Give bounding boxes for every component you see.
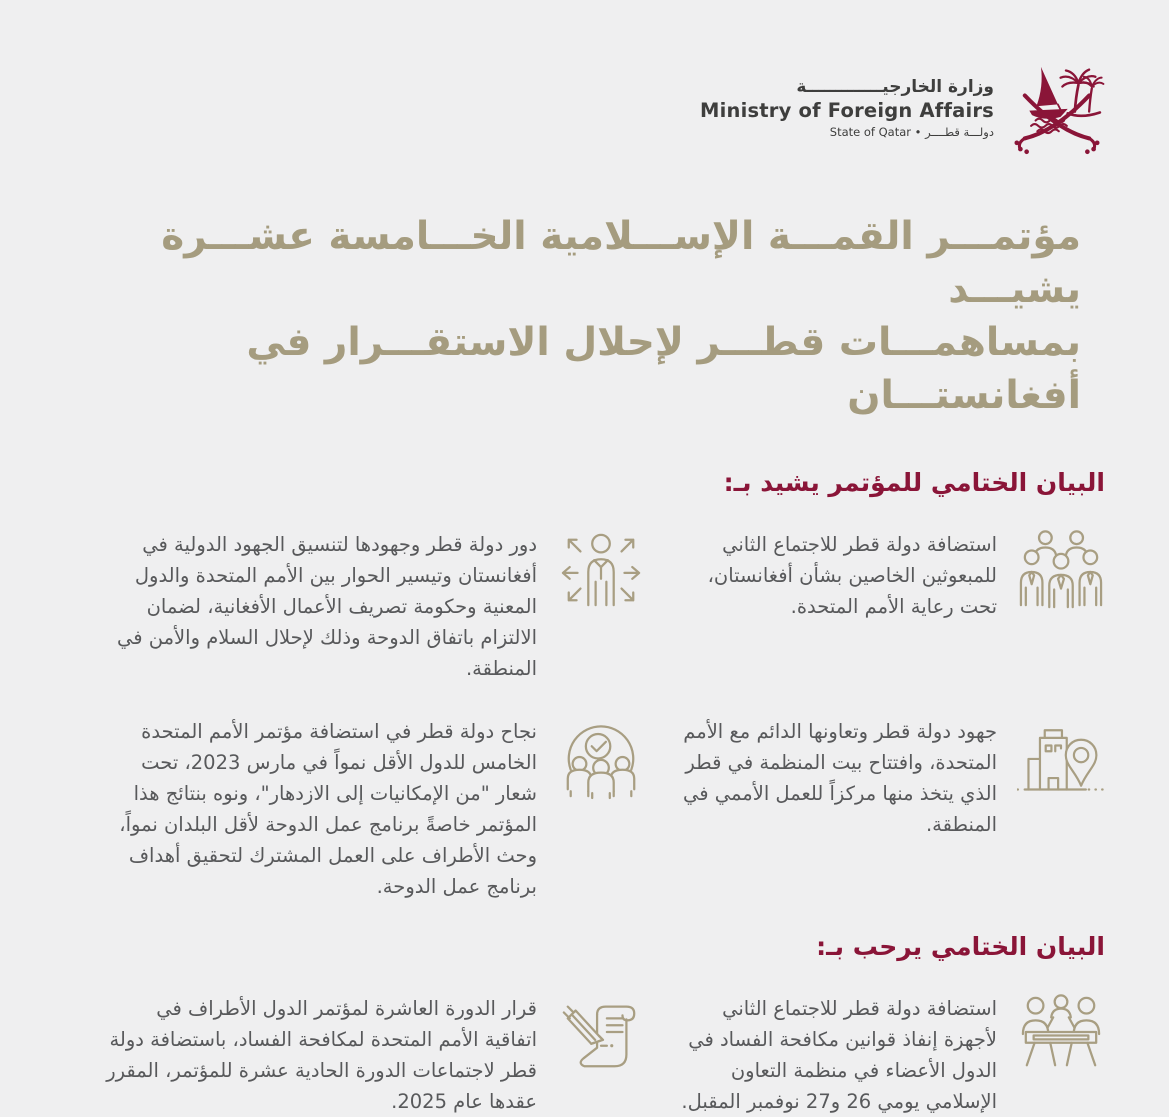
un-house-location-icon xyxy=(1017,714,1105,800)
section-heading-commends: البيان الختامي للمؤتمر يشيد بـ: xyxy=(723,468,1105,498)
coordination-person-arrows-icon xyxy=(557,527,645,613)
item-envoys-meeting xyxy=(680,527,1105,684)
item-anticorruption-meeting-text: استضافة دولة قطر للاجتماع الثاني لأجهزة إنفاذ قوانين مكافحة الفساد في الدول الأعضاء في منظمة التعاون الإسلامي يومي 26 و27 نوفمبر المقبل. xyxy=(681,997,997,1114)
item-anticorruption-meeting xyxy=(680,991,1105,1117)
item-qatar-coordination-role xyxy=(100,527,645,684)
qatar-mofa-emblem-icon xyxy=(1007,60,1107,156)
state-of-qatar-label: State of Qatar • دولـــة قطــــر xyxy=(829,125,994,139)
item-ldc5-conference-text: نجاح دولة قطر في استضافة مؤتمر الأمم المتحدة الخامس للدول الأقل نمواً في مارس 2023، تحت شعار "من الإمكانيات إلى الازدهار"، ونوه بنتائج هذا المؤتمر خاصةً برنامج عمل الدوحة لأقل البلدان نمواً، وحث الأطراف على العمل المشترك لتحقيق أهداف برنامج عمل الدوحة. xyxy=(119,720,537,899)
section-commends-items xyxy=(100,527,1105,902)
item-cosp-resolution-text: قرار الدورة العاشرة لمؤتمر الدول الأطراف في اتفاقية الأمم المتحدة لمكافحة الفساد، باستضافة دولة قطر لاجتماعات الدورة الحادية عشرة للمؤتمر، المقرر عقدها عام 2025. xyxy=(106,997,537,1114)
ministry-logo xyxy=(0,0,1169,156)
section-heading-welcomes: البيان الختامي يرحب بـ: xyxy=(816,932,1105,962)
section-welcomes-items xyxy=(100,991,1105,1117)
ministry-name-arabic: وزارة الخارجيـــــــــــــة xyxy=(796,77,994,97)
meeting-table-icon xyxy=(1017,991,1105,1077)
resolution-scroll-icon xyxy=(557,991,645,1077)
ministry-logo-text xyxy=(700,77,994,139)
page-title xyxy=(60,210,1081,422)
item-cosp-resolution xyxy=(100,991,645,1117)
page-title-line2: بمساهمـــات قطـــر لإحلال الاستقـــرار في أفغانستـــان xyxy=(246,320,1081,419)
item-un-house xyxy=(680,714,1105,902)
item-ldc5-conference xyxy=(100,714,645,902)
delegates-group-icon xyxy=(1017,527,1105,613)
ministry-name-english: Ministry of Foreign Affairs xyxy=(700,99,994,122)
page-title-line1: مؤتمـــر القمـــة الإســـلامية الخـــامسة عشـــرة يشيـــد xyxy=(161,214,1081,313)
item-envoys-meeting-text: استضافة دولة قطر للاجتماع الثاني للمبعوثين الخاصين بشأن أفغانستان، تحت رعاية الأمم المتحدة. xyxy=(707,533,997,619)
item-un-house-text: جهود دولة قطر وتعاونها الدائم مع الأمم المتحدة، وافتتاح بيت المنظمة في قطر الذي يتخذ منها مركزاً للعمل الأممي في المنطقة. xyxy=(682,720,997,837)
conference-success-icon xyxy=(557,714,645,800)
item-qatar-coordination-role-text: دور دولة قطر وجهودها لتنسيق الجهود الدولية في أفغانستان وتيسير الحوار بين الأمم المتحدة والدول المعنية وحكومة تصريف الأعمال الأفغانية، لضمان الالتزام باتفاق الدوحة وذلك لإحلال السلام والأمن في المنطقة. xyxy=(117,533,537,681)
